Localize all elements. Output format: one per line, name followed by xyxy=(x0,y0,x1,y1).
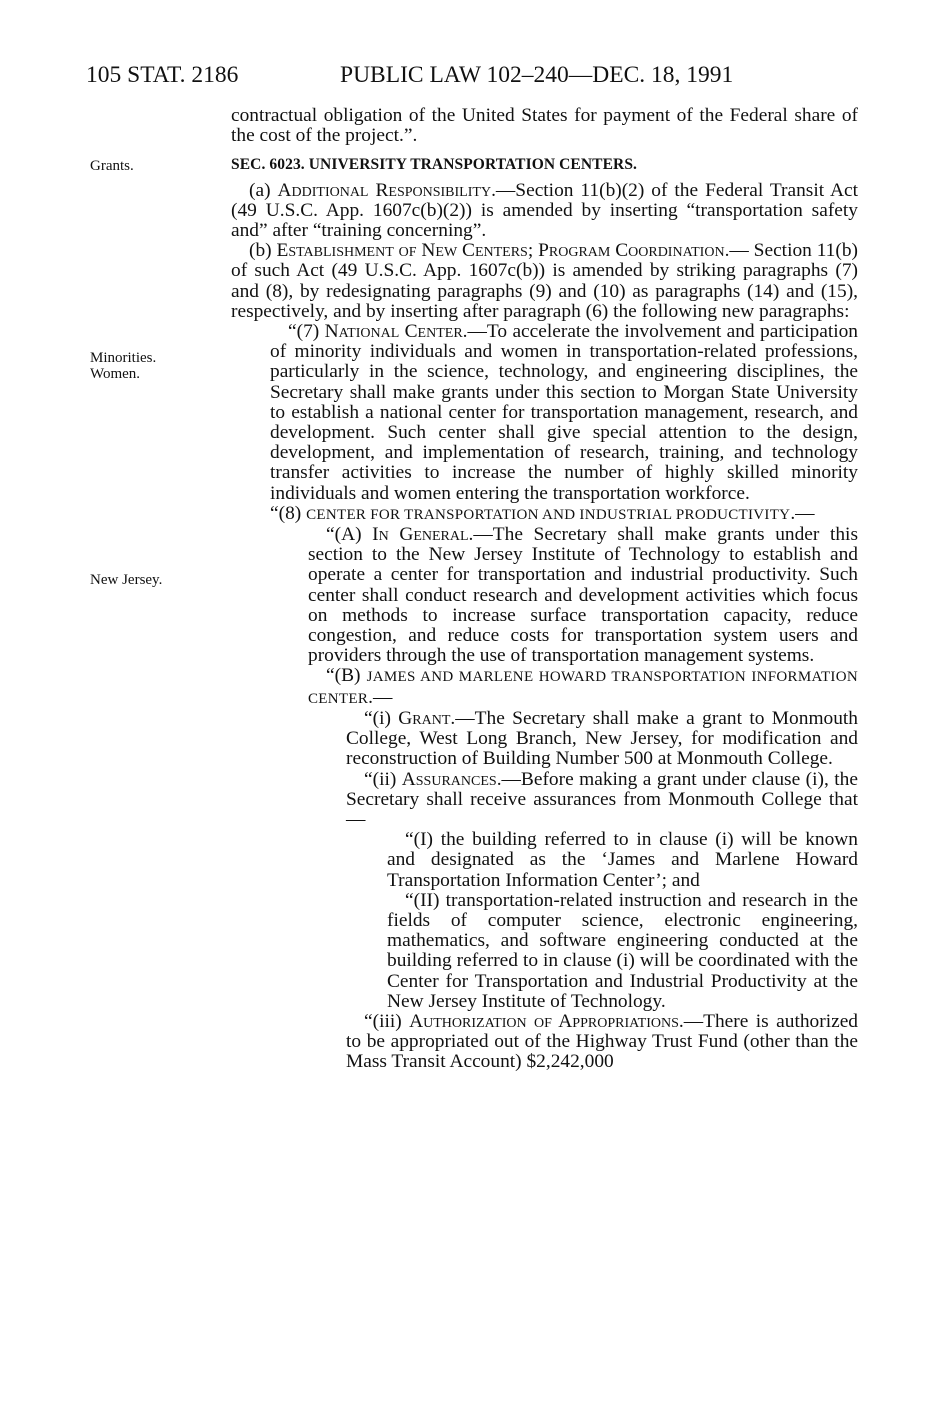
clause-ii-caption: Assurances xyxy=(401,768,497,790)
paragraph-a-caption: Additional Responsibility xyxy=(277,179,492,201)
paragraph-8b-label: “(B) xyxy=(326,665,367,687)
clause-i-label: “(i) xyxy=(364,707,399,729)
clause-iii-text: .—There is authorized to be appropriated out of the Highway Trust Fund (other than the Mass Transit Account) $2,242,000 xyxy=(346,1010,859,1073)
margin-note-women: Women. xyxy=(90,366,141,382)
document-body xyxy=(231,106,858,1073)
paragraph-8a xyxy=(231,525,858,666)
margin-note-new-jersey: New Jersey. xyxy=(90,572,163,588)
clause-ii xyxy=(231,770,858,831)
paragraph-b xyxy=(231,241,858,322)
paragraph-7 xyxy=(231,322,858,504)
paragraph-8-label: “(8) xyxy=(270,502,307,524)
clause-i-caption: Grant xyxy=(398,707,451,729)
subclause-II: “(II) transportation-related instruction and research in the fields of computer science, electronic engineering, mathematics, and software engineering conducted at the building referred to in clause (i) will be coordinated with the Center for Transportation and Industrial Productivity at the New Jersey Institute of Technology. xyxy=(387,889,858,1012)
clause-iii xyxy=(231,1012,858,1073)
paragraph-a-text: .—Section 11(b)(2) of the Federal Transit Act (49 U.S.C. App. 1607c(b)(2)) is amended by inserting “transportation safety and” after “training concerning”. xyxy=(231,179,858,242)
statute-page-number: 105 STAT. 2186 xyxy=(86,62,239,88)
paragraph-8-caption: CENTER FOR TRANSPORTATION AND INDUSTRIAL PRODUCTIVITY xyxy=(306,506,791,523)
margin-note-minorities: Minorities. xyxy=(90,350,157,366)
paragraph-b-caption: Establishment of New Centers; Program Coordination xyxy=(276,240,725,262)
paragraph-8b xyxy=(231,666,858,708)
intro-paragraph: contractual obligation of the United States for payment of the Federal share of the cost of the project.”. xyxy=(231,105,858,147)
paragraph-8a-label: “(A) xyxy=(326,524,373,546)
paragraph-b-text: .— Section 11(b) of such Act (49 U.S.C. App. 1607c(b)) is amended by striking paragraphs (7) and (8), by redesignating paragraphs (9) and (10) as paragraphs (14) and (15), respectively, and by inserting after paragraph (6) the following new paragraphs: xyxy=(231,240,858,322)
paragraph-8-suffix: .— xyxy=(790,502,815,524)
clause-iii-label: “(iii) xyxy=(364,1010,410,1032)
public-law-citation: PUBLIC LAW 102–240—DEC. 18, 1991 xyxy=(340,62,734,88)
section-heading: SEC. 6023. UNIVERSITY TRANSPORTATION CENTERS. xyxy=(231,156,638,174)
paragraph-7-text: .—To accelerate the involvement and participation of minority individuals and women in transportation-related professions, particularly in the science, technology, and engineering disciplines, the Secretary shall make grants under this section to Morgan State University to establish a national center for transportation management, research, and development. Such center shall give special attention to the design, development, and implementation of research, training, and technology transfer activities to increase the number of highly skilled minority individuals and women entering the transportation workforce. xyxy=(270,321,858,504)
clause-i xyxy=(231,709,858,770)
paragraph-b-label: (b) xyxy=(249,240,277,262)
paragraph-a xyxy=(231,181,858,242)
paragraph-a-label: (a) xyxy=(249,179,278,201)
paragraph-7-caption: National Center xyxy=(324,321,463,343)
subclause-I: “(I) the building referred to in clause (i) will be known and designated as the ‘James and Marlene Howard Transportation Information Center’; and xyxy=(387,829,858,891)
clause-ii-label: “(ii) xyxy=(364,768,402,790)
clause-i-text: .—The Secretary shall make a grant to Monmouth College, West Long Branch, New Jersey, for modification and reconstruction of Building Number 500 at Monmouth College. xyxy=(346,707,858,770)
paragraph-7-label: “(7) xyxy=(288,321,325,343)
paragraph-8a-caption: In General xyxy=(372,524,469,546)
paragraph-8 xyxy=(231,504,858,525)
paragraph-8b-caption: JAMES AND MARLENE HOWARD TRANSPORTATION INFORMATION CENTER xyxy=(308,669,858,707)
paragraph-8b-suffix: .— xyxy=(368,686,393,708)
clause-iii-caption: Authorization of Appropriations xyxy=(409,1010,679,1032)
margin-note-grants: Grants. xyxy=(90,158,134,174)
clause-ii-text: .—Before making a grant under clause (i), the Secretary shall receive assurances from Monmouth College that— xyxy=(346,768,858,830)
paragraph-8a-text: .—The Secretary shall make grants under this section to the New Jersey Institute of Technology to establish and operate a center for transportation and industrial productivity. Such center shall conduct research and development activities which focus on methods to increase surface transportation capacity, reduce congestion, and reduce costs for transportation system users and providers through the use of transportation management systems. xyxy=(308,524,858,667)
